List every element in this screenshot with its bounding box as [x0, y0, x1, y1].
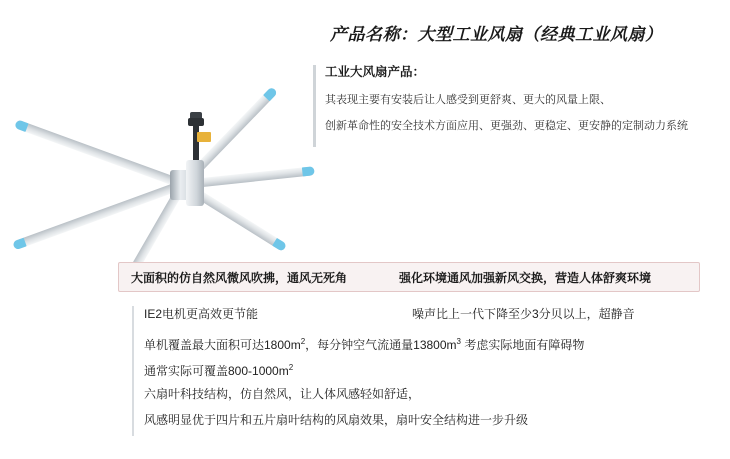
description-accent-bar: [313, 65, 316, 147]
banner-text-right: 强化环境通风加强新风交换，营造人体舒爽环境: [399, 271, 652, 285]
fan-control-box: [197, 132, 211, 142]
description-line-1: 其表现主要有安装后让人感受到更舒爽、更大的风量上限、: [325, 94, 611, 106]
fan-motor: [186, 160, 204, 206]
spec-actual-coverage-text: 通常实际可覆盖800-1000m: [144, 364, 289, 378]
spec-line-4: 风感明显优于四片和五片扇叶结构的风扇效果，扇叶安全结构进一步升级: [144, 413, 529, 427]
description-heading: 工业大风扇产品：: [325, 65, 426, 79]
fan-blade-tip: [272, 238, 287, 252]
fan-blade-tip: [12, 238, 26, 251]
spec-accent-bar: [132, 306, 134, 436]
spec-area-unit-exponent: 2: [300, 337, 306, 346]
fan-blade-tip: [302, 166, 315, 176]
spec-line-1: [144, 334, 584, 353]
spec-obstacle-note: 考虑实际地面有障碍物: [460, 338, 585, 352]
spec-line-2: [144, 360, 293, 379]
description-line-2: 创新革命性的安全技术方面应用、更强劲、更稳定、更安静的定制动力系统: [325, 120, 688, 132]
spec-line-0-left: IE2电机更高效更节能: [144, 307, 259, 321]
spec-line-0: [144, 306, 635, 322]
fan-mast: [193, 124, 199, 164]
spec-volume-unit-exponent: 3: [456, 337, 461, 346]
banner-text-left: 大面积的仿自然风微风吹拂，通风无死角: [131, 271, 348, 285]
spec-line-3: 六扇叶科技结构，仿自然风，让人体风感轻如舒适，: [144, 387, 421, 401]
spec-line-0-right: 噪声比上一代下降至少3分贝以上，超静音: [412, 307, 635, 321]
spec-actual-area-exponent: 2: [288, 363, 294, 372]
spec-coverage-area-text: 单机覆盖最大面积可达1800m: [144, 338, 301, 352]
fan-blade-body: [14, 119, 184, 188]
page-title: 产品名称：大型工业风扇（经典工业风扇）: [330, 25, 663, 44]
fan-illustration: [0, 42, 310, 242]
highlight-banner: [118, 262, 700, 292]
fan-blade-4: [14, 119, 184, 188]
spec-airflow-text: ，每分钟空气流通量13800m: [305, 338, 457, 352]
